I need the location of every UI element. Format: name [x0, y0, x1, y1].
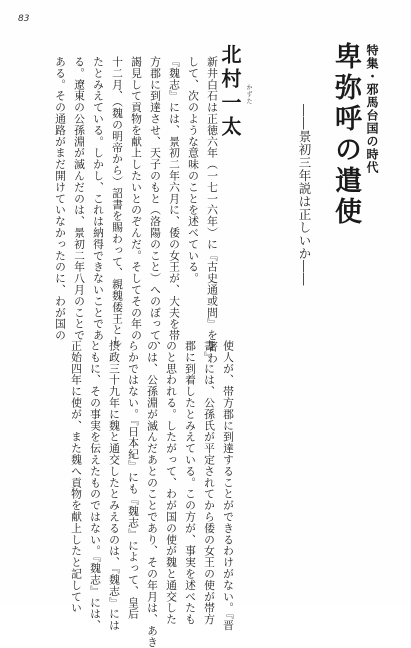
author-ruby: かずた	[245, 84, 252, 105]
page-number: 83	[18, 14, 30, 24]
body-column-upper: 方郡に到達させ、天子のもと（洛陽のこと）へのぼって、	[149, 56, 162, 353]
body-column-upper: 十二月、（魏の明帝から）詔書を賜わって、親魏倭王とし	[111, 56, 124, 347]
body-column-upper: たとみえている。しかし、これは納得できないことであ	[92, 56, 105, 341]
body-column-upper: ある。その通路がまだ開けていなかったのに、わが国の	[54, 56, 67, 341]
author-name: 北村一太	[218, 44, 242, 140]
body-column-lower: 書』には、公孫氏が平定されてから倭の女王の使が帯方	[203, 340, 216, 625]
article-title: 卑弥呼の遣使	[330, 42, 361, 228]
body-column-lower: らかではない。『日本紀』にも『魏志』によって、皇后	[127, 340, 140, 620]
body-column-lower: 摂政三十九年に魏と通交したとみえるのは、『魏志』には	[108, 340, 121, 631]
body-column-lower: のは、公孫淵が滅んだあとのことであり、その年月は、あき	[146, 340, 159, 648]
body-column-upper: 『魏志』には、景初二年六月に、倭の女王が、大夫を帯	[168, 56, 181, 341]
body-column-lower: 使人が、帯方郡に到達することができるわけがない。『晋	[222, 340, 235, 631]
body-column-upper: して、次のような意味のことを述べている。	[187, 56, 200, 284]
body-column-upper: る。遼東の公孫淵が滅んだのは、景初二年八月のことで	[73, 56, 86, 341]
body-column-lower: 正始四年に使が、また魏へ貢物を献上したと記してい	[70, 340, 83, 614]
body-column-upper: 新井白石は正徳六年（一七一六年）に『古史通或問』を著わ	[206, 56, 219, 364]
article-subtitle: ――景初三年説は正しいか――	[297, 104, 312, 286]
body-column-lower: ともに、その事実を伝えたものではない。『魏志』には、	[89, 340, 102, 631]
series-label: 特集・邪馬台国の時代	[365, 44, 379, 174]
body-column-lower: 郡に到着したとみえている。この方が、事実を述べたも	[184, 340, 197, 625]
body-column-upper: 謁見して貢物を献上したいとのぞんだ。そしてその年の	[130, 56, 143, 341]
body-column-lower: のと思われる。したがって、わが国の使が魏と通交した	[165, 340, 178, 625]
